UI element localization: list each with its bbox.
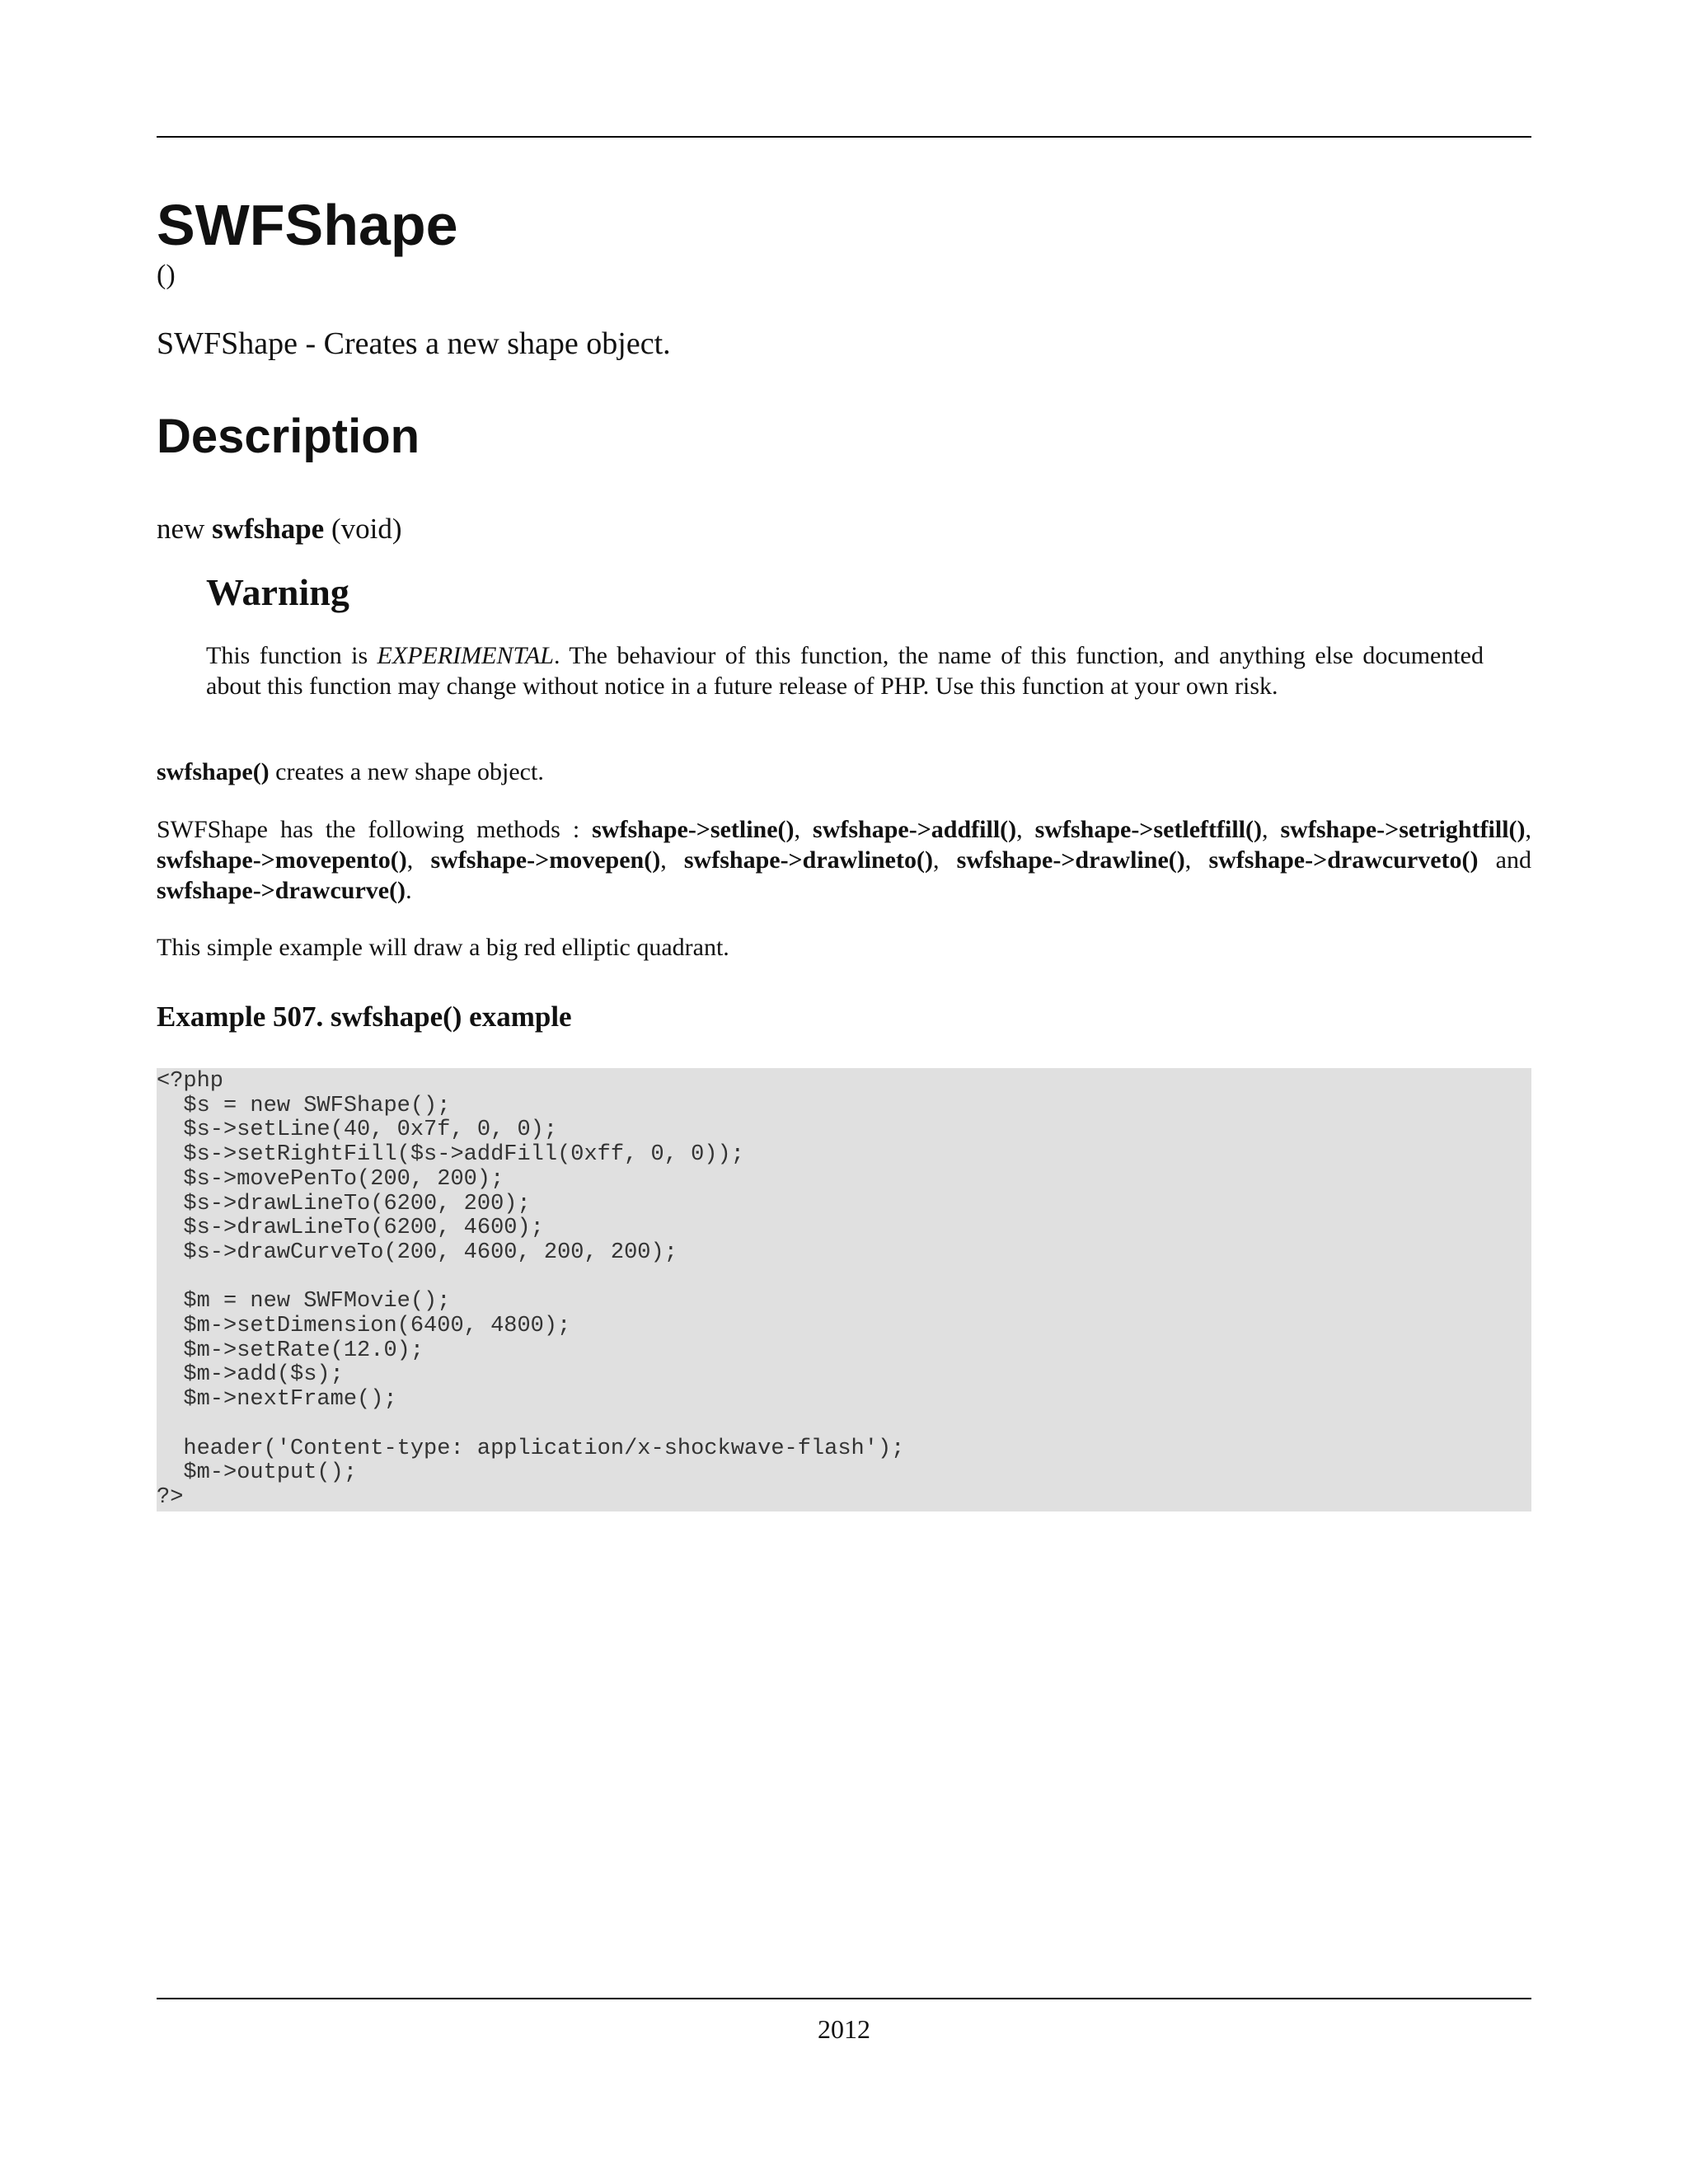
method-drawcurve: swfshape->drawcurve() — [157, 877, 406, 904]
sep: , — [406, 846, 431, 874]
description-heading: Description — [157, 410, 420, 463]
para-methods — [157, 814, 1531, 906]
warning-text — [206, 640, 1484, 701]
period: . — [406, 877, 412, 904]
page-title: SWFShape — [157, 193, 458, 257]
sep: , — [660, 846, 684, 874]
method-movepen: swfshape->movepen() — [430, 846, 661, 874]
header-rule — [157, 136, 1531, 138]
sep: , — [1184, 846, 1209, 874]
example-title: Example 507. swfshape() example — [157, 1001, 572, 1033]
method-addfill: swfshape->addfill() — [813, 816, 1017, 843]
method-drawline: swfshape->drawline() — [956, 846, 1185, 874]
method-setline: swfshape->setline() — [592, 816, 795, 843]
synopsis-function: swfshape — [212, 513, 325, 545]
function-synopsis — [157, 511, 402, 547]
sep: , — [1016, 816, 1035, 843]
warning-text-end: . The behaviour of this function, the name of this function, and anything else documented about this function may change without notice in a future release of PHP. Use this function at your own risk. — [206, 642, 1484, 700]
method-setleftfill: swfshape->setleftfill() — [1034, 816, 1262, 843]
warning-emphasis: EXPERIMENTAL — [377, 642, 554, 669]
methods-intro: SWFShape has the following methods : — [157, 816, 593, 843]
synopsis-keyword: new — [157, 513, 205, 545]
footer-rule — [157, 1998, 1531, 1999]
synopsis-params: (void) — [331, 513, 402, 545]
and-word: and — [1478, 846, 1531, 874]
method-drawcurveto: swfshape->drawcurveto() — [1208, 846, 1479, 874]
sep: , — [932, 846, 957, 874]
sep: , — [1525, 816, 1532, 843]
page-number: 2012 — [818, 2014, 870, 2044]
para-example-intro: This simple example will draw a big red elliptic quadrant. — [157, 934, 729, 961]
code-block: <?php $s = new SWFShape(); $s->setLine(40, 0x7f, 0, 0); $s->setRightFill($s->addFill(0xff, 0, 0)); $s->movePenTo(200, 200); $s->drawLineTo(6200, 200); $s->drawLineTo(6200, 4600); $s->drawCurveTo(200, 4600, 200, 200); $m = new SWFMovie(); $m->setDimension(6400, 4800); $m->setRate(12.0); $m->add($s); $m->nextFrame(); header('Content-type: application/x-shockwave-flash'); $m->output(); ?> — [157, 1068, 1531, 1511]
method-drawlineto: swfshape->drawlineto() — [683, 846, 933, 874]
method-setrightfill: swfshape->setrightfill() — [1280, 816, 1526, 843]
warning-title: Warning — [206, 571, 349, 613]
para-creates — [157, 757, 1531, 787]
sep: , — [1262, 816, 1281, 843]
para-func-name: swfshape() — [157, 758, 270, 785]
para-rest: creates a new shape object. — [269, 758, 544, 785]
sep: , — [794, 816, 814, 843]
method-movepento: swfshape->movepento() — [157, 846, 407, 874]
warning-text-start: This function is — [206, 642, 377, 669]
title-parens: () — [157, 260, 176, 290]
refentry-purpose: SWFShape - Creates a new shape object. — [157, 326, 671, 361]
